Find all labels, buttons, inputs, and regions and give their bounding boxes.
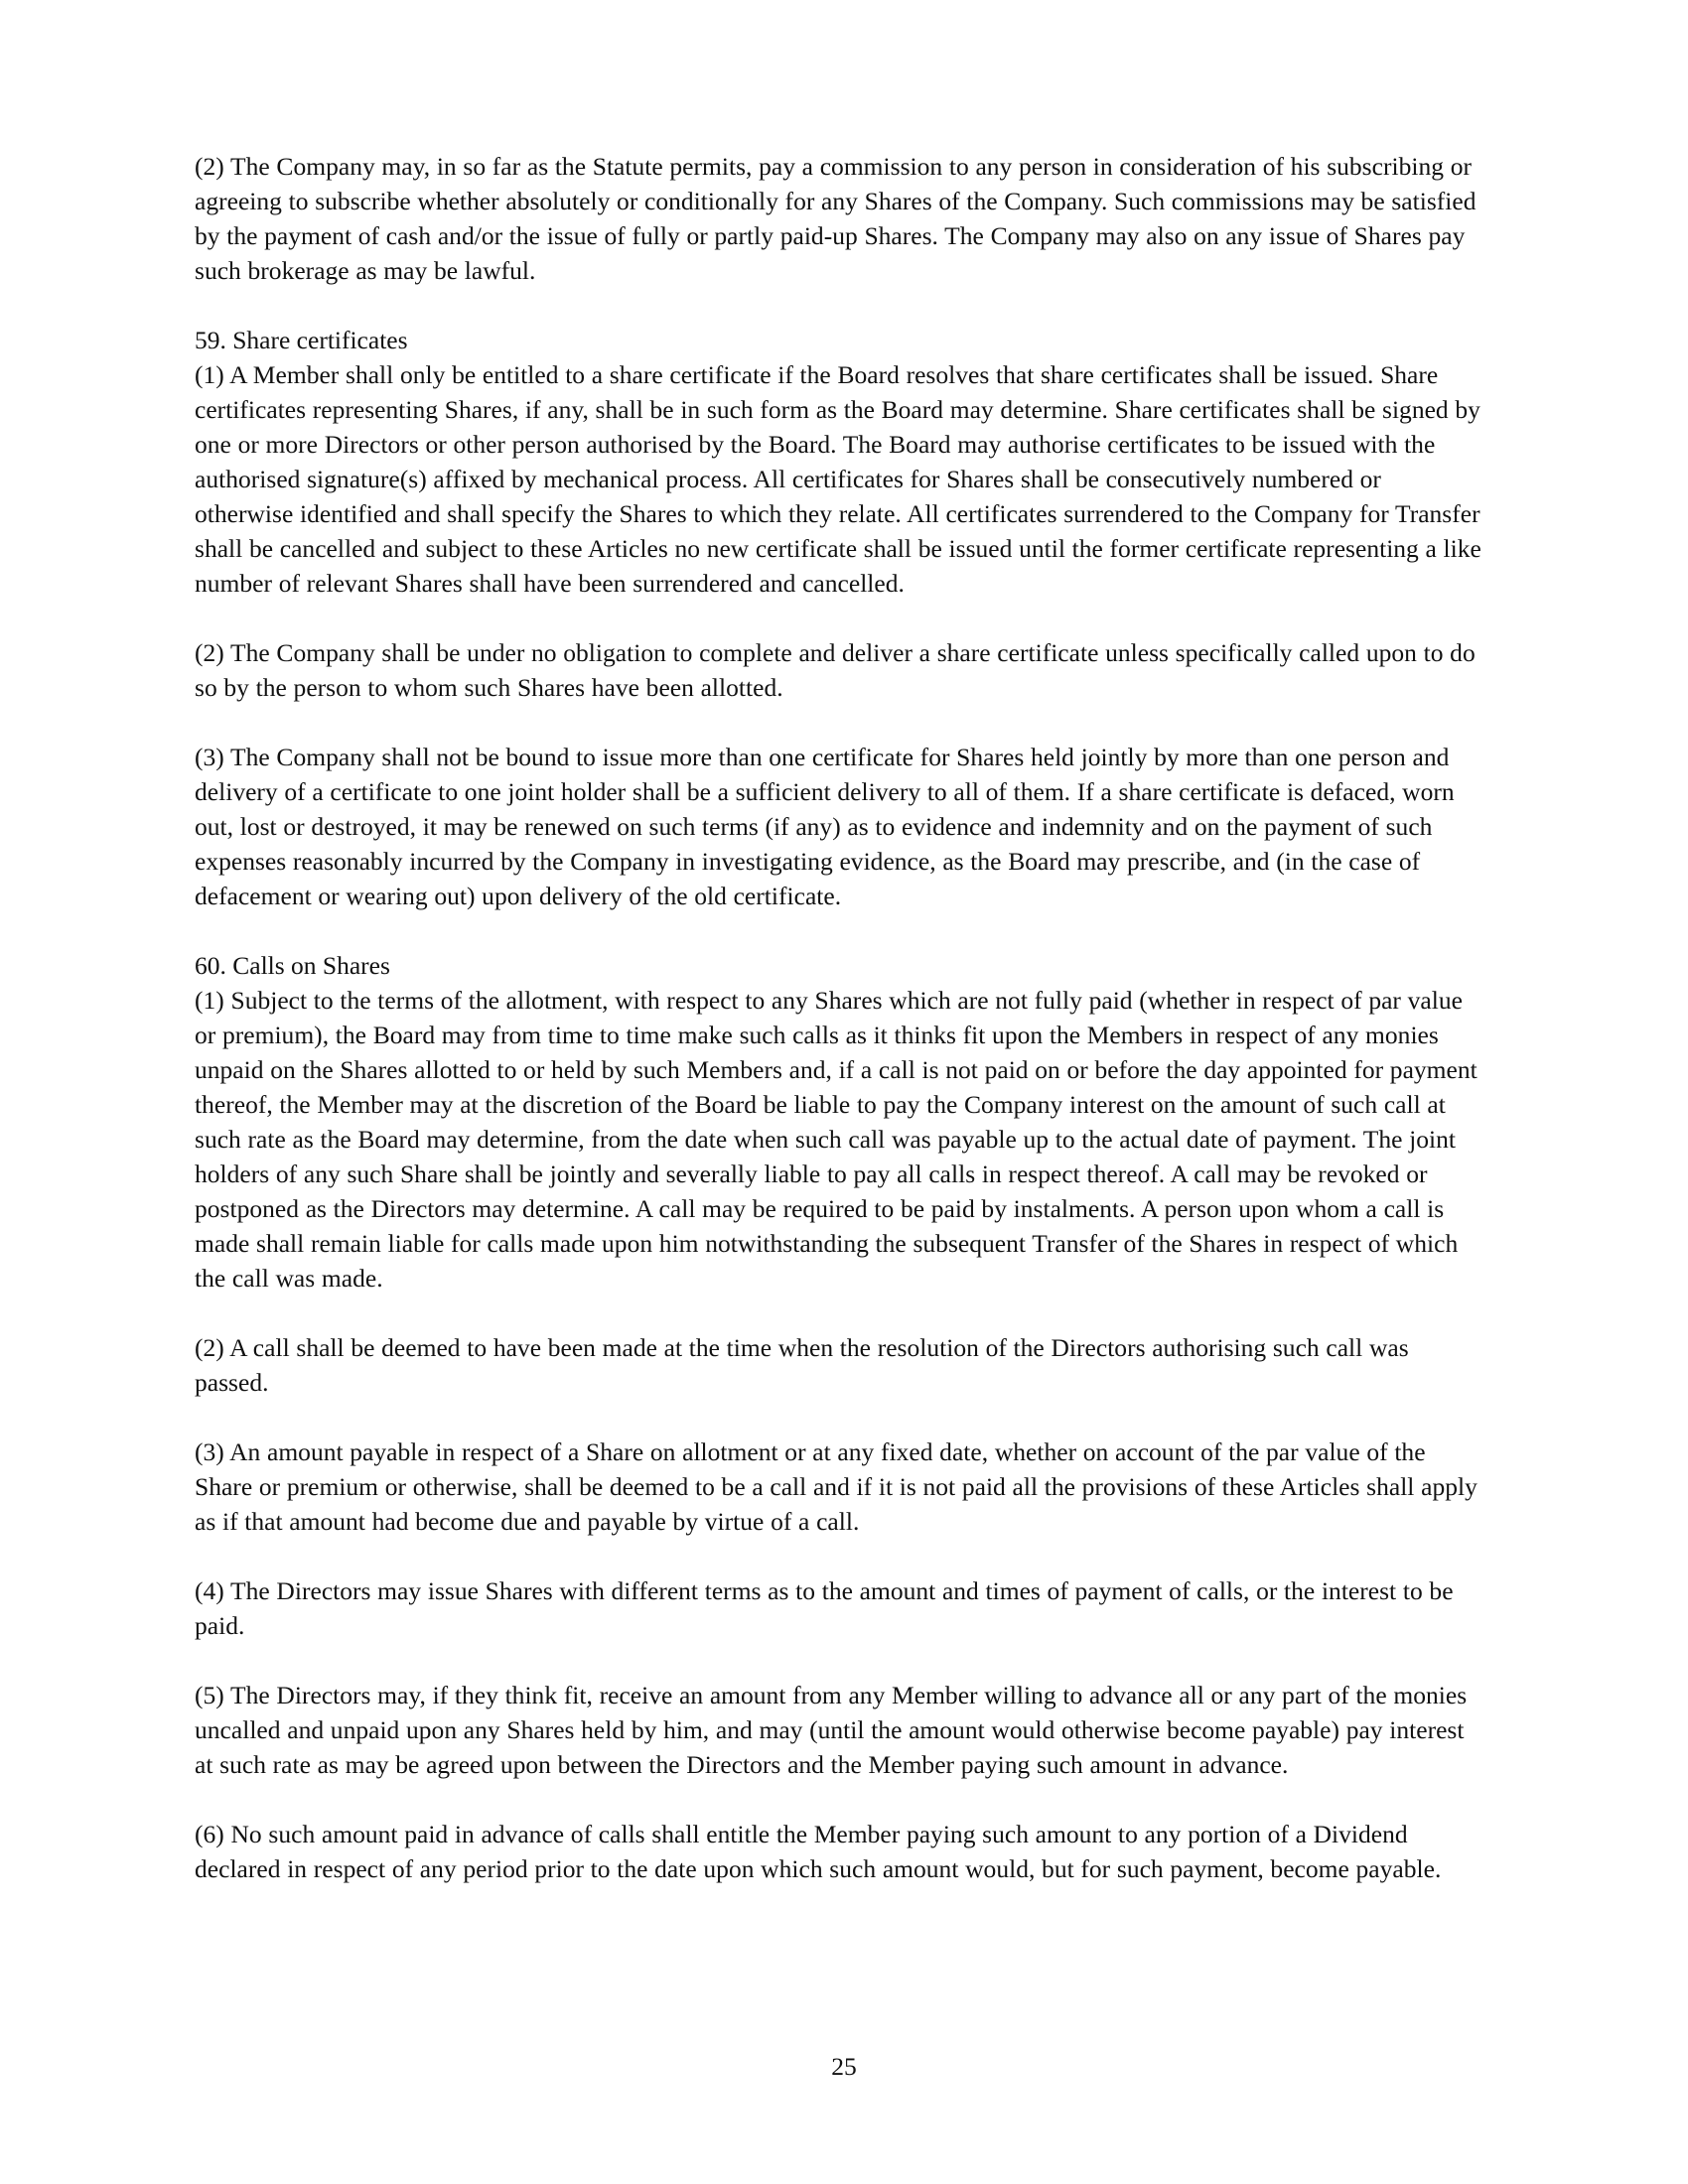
paragraph-59-1: (1) A Member shall only be entitled to a share certificate if the Board resolves that share certificates shall be issued. Share certificates representing Shares, if any, shall be in such form as the Board may determine. Share certificates shall be signed by one or more Directors or other person authorised by the Board. The Board may authorise certificates to be issued with the authorised signature(s) affixed by mechanical process. All certificates for Shares shall be consecutively numbered or otherwise identified and shall specify the Shares to which they relate. All certificates surrendered to the Company for Transfer shall be cancelled and subject to these Articles no new certificate shall be issued until the former certificate representing a like number of relevant Shares shall have been surrendered and cancelled. — [195, 360, 1481, 598]
paragraph-60-4: (4) The Directors may issue Shares with different terms as to the amount and times of payment of calls, or the interest to be paid. — [195, 1576, 1454, 1640]
heading-59-share-certificates: 59. Share certificates — [195, 326, 408, 354]
document-body — [195, 149, 1485, 1886]
page-number: 25 — [831, 2052, 857, 2081]
paragraph-60-2: (2) A call shall be deemed to have been made at the time when the resolution of the Directors authorising such call was passed. — [195, 1333, 1409, 1397]
paragraph-60-6: (6) No such amount paid in advance of calls shall entitle the Member paying such amount to any portion of a Dividend declared in respect of any period prior to the date upon which such amount would, but for such payment, become payable. — [195, 1820, 1442, 1883]
paragraph-58-2: (2) The Company may, in so far as the Statute permits, pay a commission to any person in consideration of his subscribing or agreeing to subscribe whether absolutely or conditionally for any Shares of the Company. Such commissions may be satisfied by the payment of cash and/or the issue of fully or partly paid-up Shares. The Company may also on any issue of Shares pay such brokerage as may be lawful. — [195, 152, 1477, 285]
paragraph-60-1: (1) Subject to the terms of the allotment, with respect to any Shares which are not fully paid (whether in respect of par value or premium), the Board may from time to time make such calls as it thinks fit upon the Members in respect of any monies unpaid on the Shares allotted to or held by such Members and, if a call is not paid on or before the day appointed for payment thereof, the Member may at the discretion of the Board be liable to pay the Company interest on the amount of such call at such rate as the Board may determine, from the date when such call was payable up to the actual date of payment. The joint holders of any such Share shall be jointly and severally liable to pay all calls in respect thereof. A call may be revoked or postponed as the Directors may determine. A call may be required to be paid by instalments. A person upon whom a call is made shall remain liable for calls made upon him notwithstanding the subsequent Transfer of the Shares in respect of which the call was made. — [195, 986, 1477, 1293]
heading-60-calls-on-shares: 60. Calls on Shares — [195, 951, 390, 980]
paragraph-60-3: (3) An amount payable in respect of a Share on allotment or at any fixed date, whether on account of the par value of the Share or premium or otherwise, shall be deemed to be a call and if it is not paid all the provisions of these Articles shall apply as if that amount had become due and payable by virtue of a call. — [195, 1437, 1477, 1536]
paragraph-59-2: (2) The Company shall be under no obligation to complete and deliver a share certificate unless specifically called upon to do so by the person to whom such Shares have been allotted. — [195, 638, 1476, 702]
paragraph-60-5: (5) The Directors may, if they think fit, receive an amount from any Member willing to advance all or any part of the monies uncalled and unpaid upon any Shares held by him, and may (until the amount would otherwise become payable) pay interest at such rate as may be agreed upon between the Directors and the Member paying such amount in advance. — [195, 1681, 1468, 1779]
paragraph-59-3: (3) The Company shall not be bound to issue more than one certificate for Shares held jointly by more than one person and delivery of a certificate to one joint holder shall be a sufficient delivery to all of them. If a share certificate is defaced, worn out, lost or destroyed, it may be renewed on such terms (if any) as to evidence and indemnity and on the payment of such expenses reasonably incurred by the Company in investigating evidence, as the Board may prescribe, and (in the case of defacement or wearing out) upon delivery of the old certificate. — [195, 743, 1455, 910]
